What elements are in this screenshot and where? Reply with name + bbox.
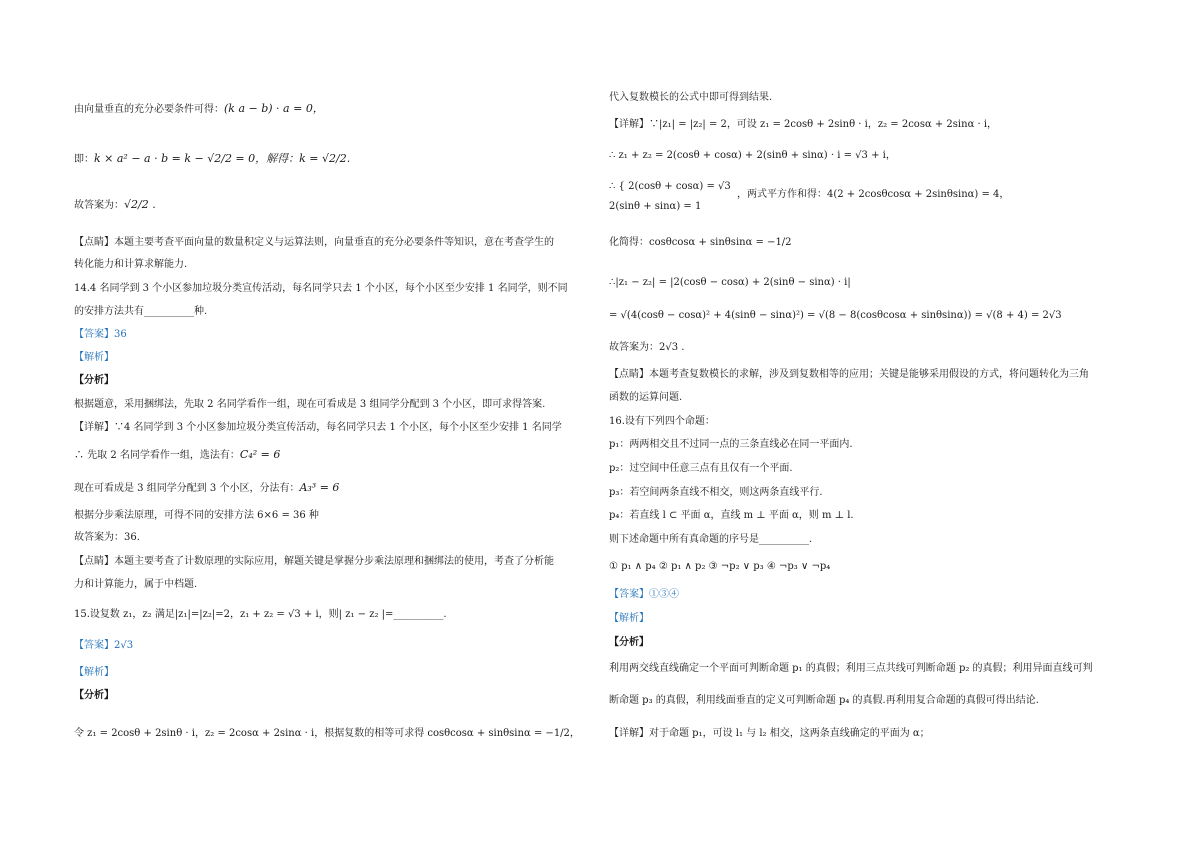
text-line: 化简得：cosθcosα + sinθsinα = −1/2: [609, 237, 792, 248]
fenxi-label: 【分析】: [609, 637, 649, 648]
text-line: p₁：两两相交且不过同一点的三条直线必在同一平面内.: [609, 439, 853, 450]
text-line: 【详解】∵4 名同学到 3 个小区参加垃圾分类宣传活动，每名同学只去 1 个小区，每个小区至少安排 1 名同学: [74, 422, 562, 433]
text-line: = √(4(cosθ − cosα)² + 4(sinθ − sinα)²) = √(8 − 8(cosθcosα + sinθsinα)) = √(8 + 4) = 2√3: [609, 310, 1062, 321]
question-16: 16.设有下列四个命题：: [609, 416, 715, 427]
text-line: p₂：过空间中任意三点有且仅有一个平面.: [609, 463, 793, 474]
text-line: ∴ 先取 2 名同学看作一组，选法有：C₄² = 6: [74, 448, 281, 461]
fenxi-label: 【分析】: [74, 375, 114, 386]
text-line: 则下述命题中所有真命题的序号是__________.: [609, 534, 813, 545]
text-line: 代入复数模长的公式中即可得到结果.: [609, 92, 773, 103]
text-line: 【详解】∵|z₁| = |z₂| = 2，可设 z₁ = 2cosθ + 2sinθ · i，z₂ = 2cosα + 2sinα · i，: [609, 119, 998, 130]
text-line: ① p₁ ∧ p₄ ② p₁ ∧ p₂ ③ ¬p₂ ∨ p₃ ④ ¬p₃ ∨ ¬p₄: [609, 561, 831, 572]
text-line: 根据分步乘法原理，可得不同的安排方法 6×6 = 36 种: [74, 510, 319, 521]
text-line: 2(sinθ + sinα) = 1: [609, 201, 702, 212]
analysis-label: 【解析】: [609, 613, 649, 624]
analysis-label: 【解析】: [74, 667, 114, 678]
text-line: 断命题 p₃ 的真假，利用线面垂直的定义可判断命题 p₄ 的真假.再利用复合命题的真假可得出结论.: [609, 695, 1039, 706]
text-line: 函数的运算问题.: [609, 392, 683, 403]
text-line: 力和计算能力，属于中档题.: [74, 579, 198, 590]
analysis-label: 【解析】: [74, 352, 114, 363]
question-14: 14.4 名同学到 3 个小区参加垃圾分类宣传活动，每名同学只去 1 个小区，每个小区至少安排 1 名同学，则不同: [74, 283, 568, 294]
text-line: 令 z₁ = 2cosθ + 2sinθ · i，z₂ = 2cosα + 2sinα · i，根据复数的相等可求得 cosθcosα + sinθsinα = −1/2，: [74, 728, 580, 739]
text-line: ，两式平方作和得：4(2 + 2cosθcosα + 2sinθsinα) = 4，: [737, 189, 1010, 200]
text-line: p₄：若直线 l ⊂ 平面 α，直线 m ⊥ 平面 α，则 m ⊥ l.: [609, 510, 854, 521]
text-line: 转化能力和计算求解能力.: [74, 259, 188, 270]
text-line: 【点睛】本题主要考查平面向量的数量积定义与运算法则，向量垂直的充分必要条件等知识，意在考查学生的: [74, 237, 554, 248]
text-line: 【详解】对于命题 p₁，可设 l₁ 与 l₂ 相交，这两条直线确定的平面为 α；: [609, 728, 930, 739]
text-line: 故答案为：36.: [74, 532, 140, 543]
answer-label: 【答案】2√3: [74, 640, 134, 651]
text-line: p₃：若空间两条直线不相交，则这两条直线平行.: [609, 487, 823, 498]
text-line: 根据题意，采用捆绑法，先取 2 名同学看作一组，现在可看成是 3 组同学分配到 3 个小区，即可求得答案.: [74, 399, 546, 410]
text-line: 现在可看成是 3 组同学分配到 3 个小区，分法有：A₃³ = 6: [74, 481, 340, 494]
fenxi-label: 【分析】: [74, 690, 114, 701]
text-line: 故答案为：2√3 .: [609, 342, 685, 353]
text-line: ∴|z₁ − z₂| = |2(cosθ − cosα) + 2(sinθ − sinα) · i|: [609, 277, 851, 288]
text-line: 利用两交线直线确定一个平面可判断命题 p₁ 的真假；利用三点共线可判断命题 p₂ 的真假；利用异面直线可判: [609, 663, 1093, 674]
text-line: ∴ z₁ + z₂ = 2(cosθ + cosα) + 2(sinθ + sinα) · i = √3 + i，: [609, 150, 896, 161]
text-line: 故答案为：√2/2 .: [74, 198, 156, 211]
question-15: 15.设复数 z₁，z₂ 满足|z₁|=|z₂|=2，z₁ + z₂ = √3 + i，则| z₁ − z₂ |=__________.: [74, 609, 447, 620]
text-line: 【点睛】本题考查复数模长的求解，涉及到复数相等的应用；关键是能够采用假设的方式，将问题转化为三角: [609, 369, 1089, 380]
text-line: 的安排方法共有__________种.: [74, 306, 208, 317]
text-line: ∴ { 2(cosθ + cosα) = √3: [609, 181, 731, 192]
answer-label: 【答案】①③④: [609, 589, 679, 600]
answer-label: 【答案】36: [74, 329, 127, 340]
text-line: 【点睛】本题主要考查了计数原理的实际应用，解题关键是掌握分步乘法原理和捆绑法的使用，考查了分析能: [74, 556, 554, 567]
text-line: 即：k × a² − a · b = k − √2/2 = 0，解得：k = √2/2.: [74, 152, 351, 165]
text-line: 由向量垂直的充分必要条件可得：(k a − b) · a = 0，: [74, 102, 324, 115]
